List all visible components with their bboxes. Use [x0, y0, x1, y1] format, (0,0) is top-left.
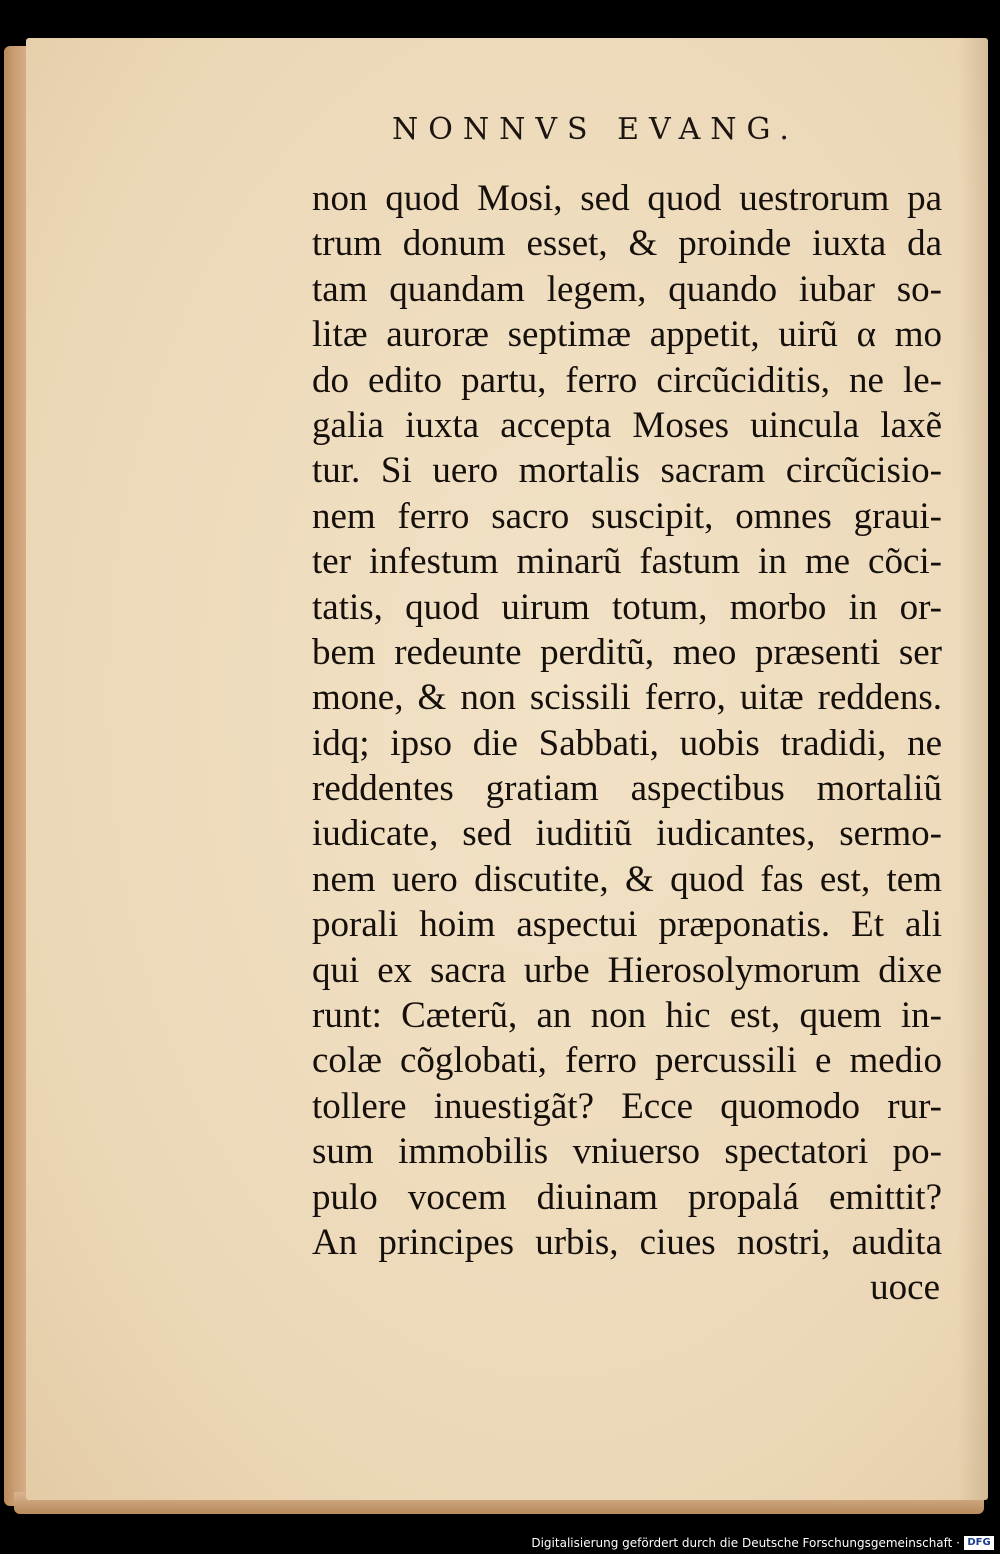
text-line: litæ auroræ septimæ appetit, uirũ α mo	[312, 314, 942, 356]
text-line: non quod Mosi, sed quod uestrorum pa	[312, 178, 942, 219]
text-line: pulo vocem diuinam propalá emittit?	[312, 1176, 942, 1218]
text-line: tur. Si uero mortalis sacram circũcisio-	[312, 450, 942, 492]
text-line: bem redeunte perditũ, meo præsenti ser	[312, 631, 942, 673]
text-line: nem uero discutite, & quod fas est, tem	[312, 858, 942, 900]
text-line: reddentes gratiam aspectibus mortaliũ	[312, 768, 942, 810]
text-line: colæ cõglobati, ferro percussili e medio	[312, 1040, 942, 1082]
text-line: An principes urbis, ciues nostri, audita	[312, 1221, 942, 1263]
text-line: trum donum esset, & proinde iuxta da	[312, 223, 942, 265]
running-head: NONNVS EVANG.	[392, 112, 799, 147]
text-line: runt: Cæterũ, an non hic est, quem in-	[312, 995, 942, 1037]
dfg-logo: DFG	[964, 1536, 994, 1550]
text-line: nem ferro sacro suscipit, omnes graui-	[312, 495, 942, 537]
text-line: tollere inuestigãt? Ecce quomodo rur-	[312, 1085, 942, 1127]
footer-credit: Digitalisierung gefördert durch die Deutsche Forschungsgemeinschaft ·	[531, 1536, 960, 1550]
text-line: porali hoim aspectui præponatis. Et ali	[312, 904, 942, 946]
text-line: sum immobilis vniuerso spectatori po-	[312, 1131, 942, 1173]
text-line: ter infestum minarũ fastum in me cõci-	[312, 541, 942, 583]
catchword: uoce	[870, 1267, 940, 1309]
text-line: idq; ipso die Sabbati, uobis tradidi, ne	[312, 722, 942, 764]
body-text	[312, 176, 942, 1311]
text-line: iudicate, sed iuditiũ iudicantes, sermo-	[312, 813, 942, 855]
text-line: tatis, quod uirum totum, morbo in or-	[312, 586, 942, 628]
text-line: qui ex sacra urbe Hierosolymorum dixe	[312, 949, 942, 991]
text-line: tam quandam legem, quando iubar so-	[312, 268, 942, 310]
text-line: mone, & non scissili ferro, uitæ reddens.	[312, 677, 942, 719]
text-line: galia iuxta accepta Moses uincula laxẽ	[312, 404, 942, 446]
text-line: do edito partu, ferro circũciditis, ne le-	[312, 359, 942, 401]
page-fold-shadow	[958, 38, 988, 1500]
